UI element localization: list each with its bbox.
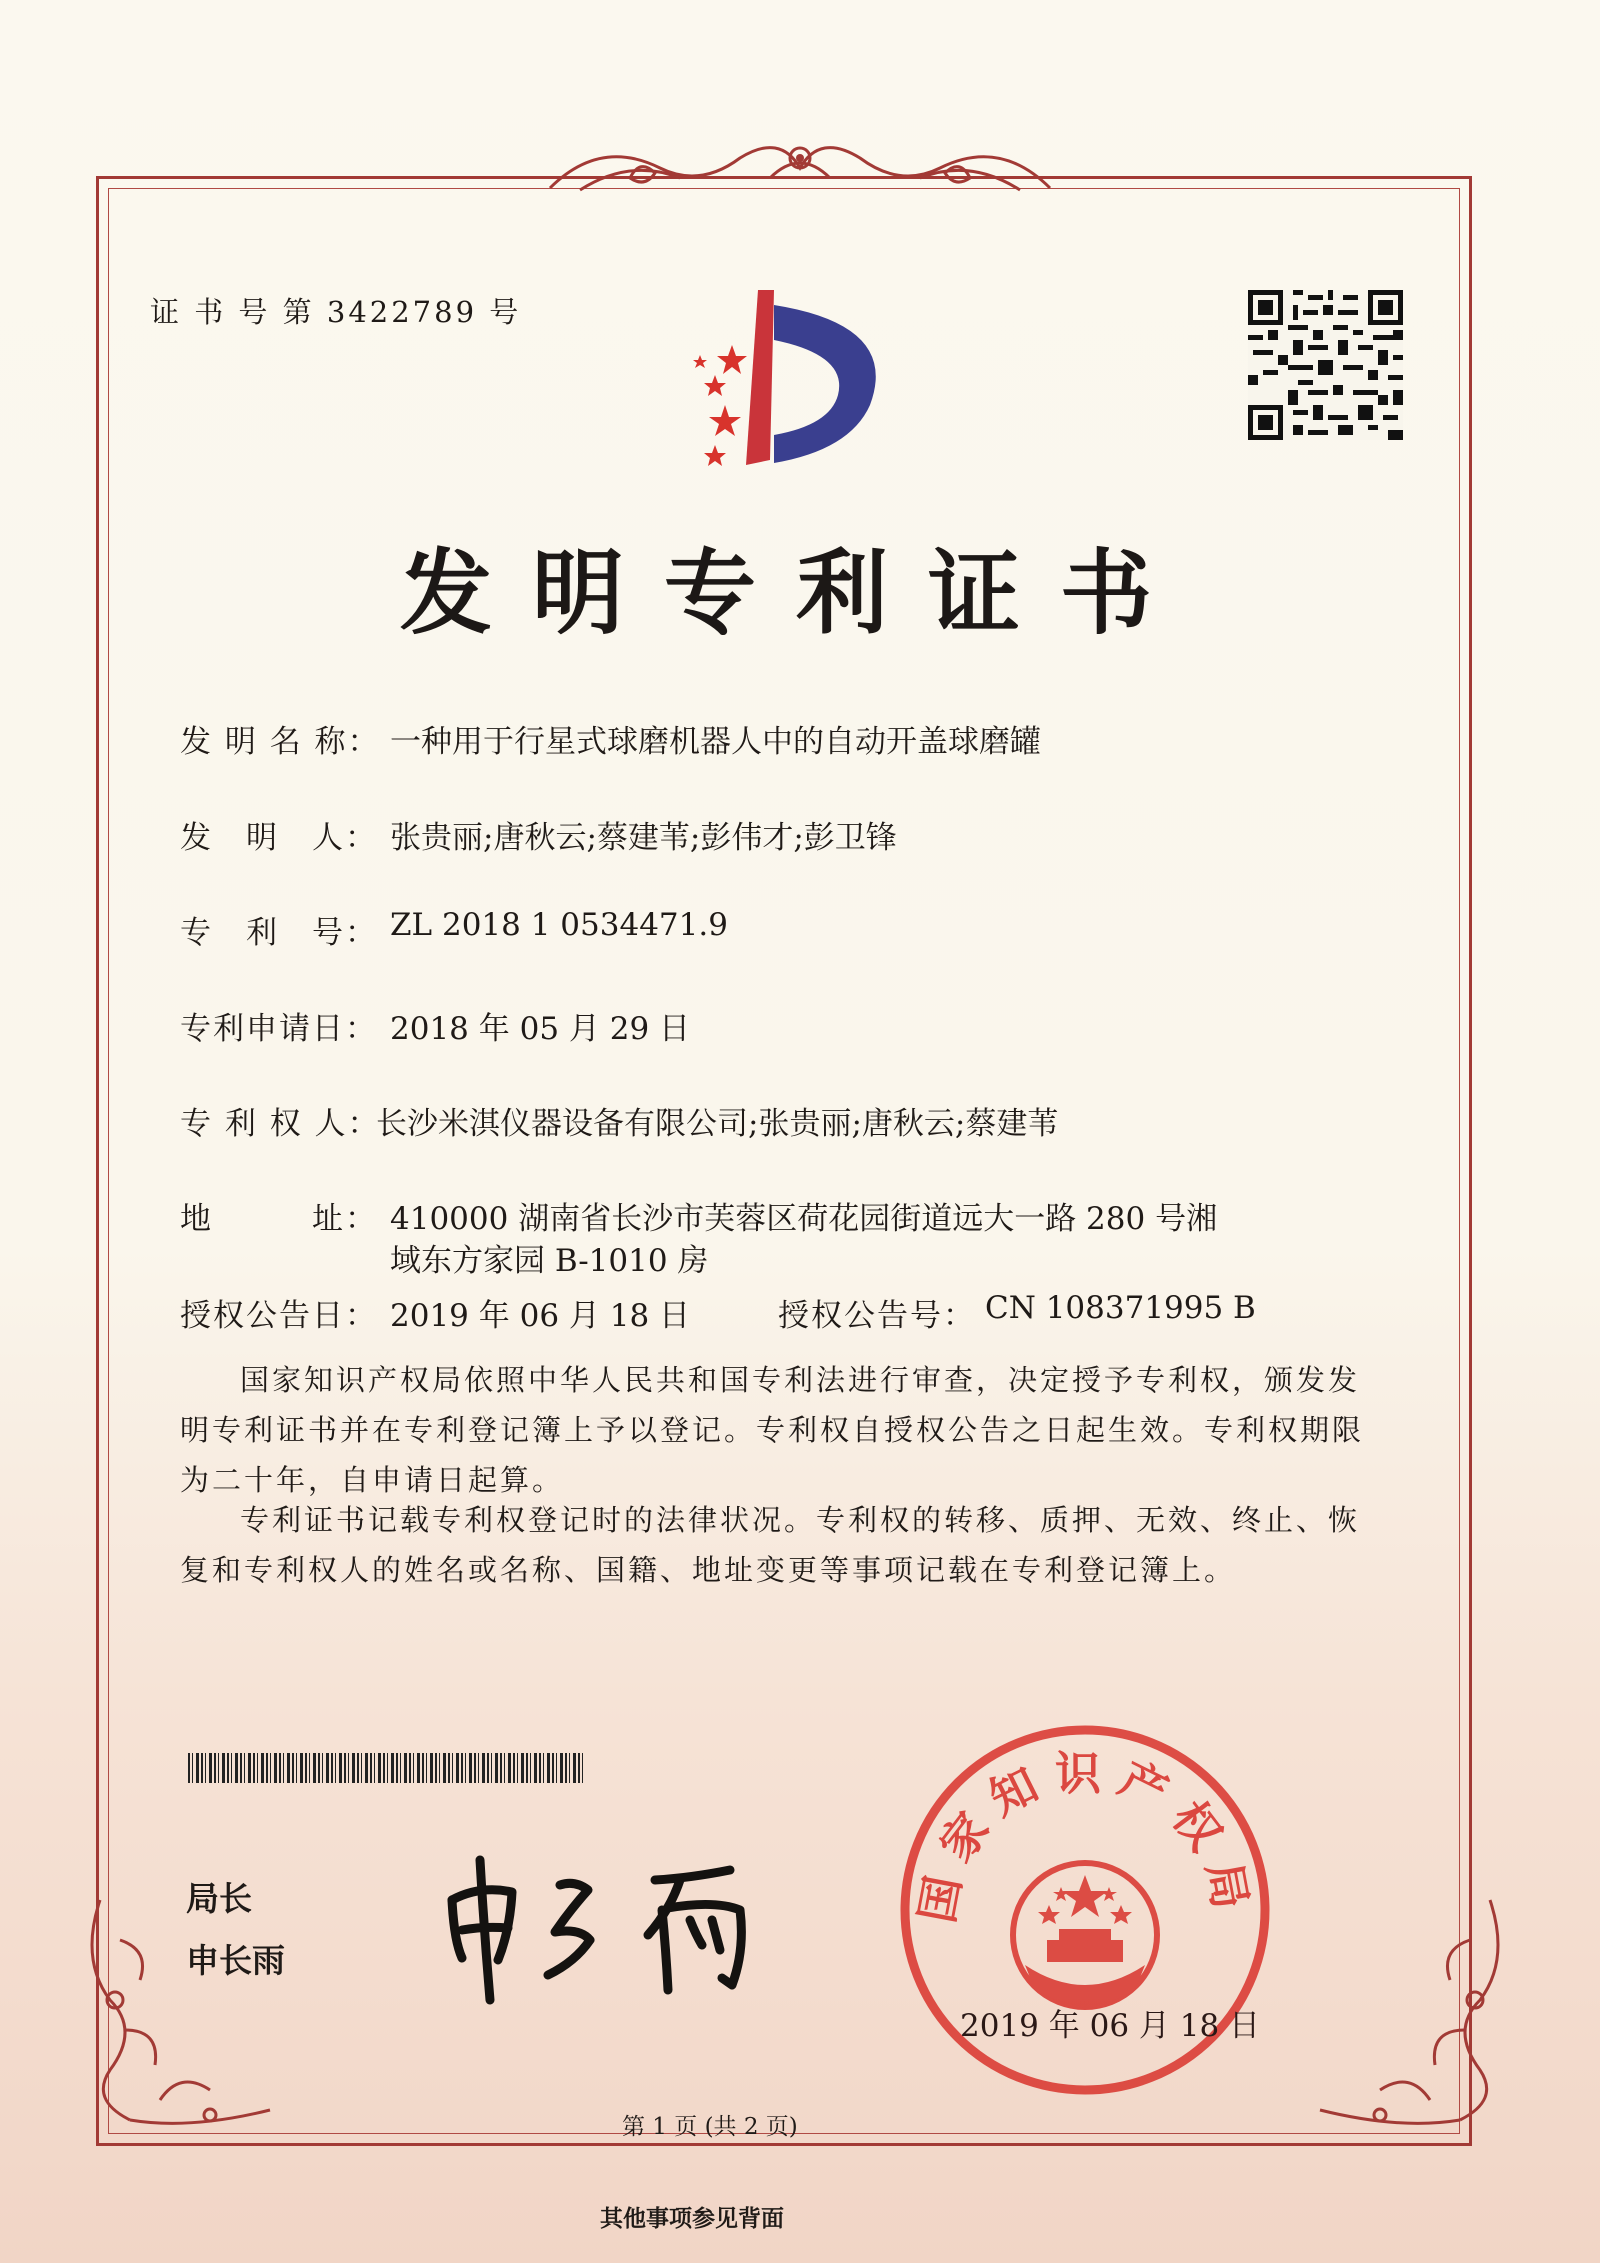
- address-value-line2: 域东方家园 B-1010 房: [390, 1243, 709, 1279]
- certificate-number-label: 证 书 号 第: [150, 295, 315, 329]
- filing-date-label: 专利申请日：: [180, 1011, 378, 1047]
- certificate-title: 发明专利证书: [400, 540, 1193, 647]
- patentee-value: 长沙米淇仪器设备有限公司;张贵丽;唐秋云;蔡建苇: [376, 1106, 1059, 1142]
- inventors-value: 张贵丽;唐秋云;蔡建苇;彭伟才;彭卫锋: [390, 820, 897, 856]
- patent-number-value: ZL 2018 1 0534471.9: [390, 907, 728, 943]
- invention-name-label: 发 明 名 称：: [180, 724, 381, 760]
- patent-number-label: 专 利 号：: [180, 915, 378, 951]
- bottom-right-ornament: [1300, 1880, 1520, 2140]
- invention-name-value: 一种用于行星式球磨机器人中的自动开盖球磨罐: [390, 724, 1041, 760]
- certificate-number-value: 3422789: [326, 295, 478, 329]
- grant-number-label: 授权公告号：: [778, 1298, 976, 1334]
- back-note: 其他事项参见背面: [600, 2205, 784, 2232]
- director-title: 局长: [186, 1879, 252, 1918]
- grant-number-value: CN 108371995 B: [985, 1290, 1256, 1326]
- certificate-number-suffix: 号: [489, 295, 522, 329]
- director-signature: [440, 1840, 800, 2010]
- director-name: 申长雨: [186, 1941, 285, 1980]
- top-ornament: [540, 128, 1060, 208]
- statement-paragraph-2: 专利证书记载专利权登记时的法律状况。专利权的转移、质押、无效、终止、恢复和专利权人的姓名或名称、国籍、地址变更等事项记载在专利登记簿上。: [180, 1503, 1361, 1587]
- grant-date-label: 授权公告日：: [180, 1298, 378, 1334]
- patentee-label: 专 利 权 人：: [180, 1106, 381, 1142]
- cnipa-logo-icon: [670, 285, 910, 475]
- certificate-number: [150, 290, 521, 331]
- inventors-label: 发 明 人：: [180, 820, 378, 856]
- seal-date: 2019 年 06 月 18 日: [960, 2008, 1261, 2044]
- address-label: 地 址：: [180, 1201, 378, 1237]
- grant-date-value: 2019 年 06 月 18 日: [390, 1298, 691, 1334]
- page-indicator: 第 1 页 (共 2 页): [622, 2114, 798, 2140]
- address-value-line1: 410000 湖南省长沙市芙蓉区荷花园街道远大一路 280 号湘: [390, 1201, 1218, 1237]
- filing-date-value: 2018 年 05 月 29 日: [390, 1011, 691, 1047]
- qr-code: [1248, 290, 1403, 440]
- bottom-left-ornament: [70, 1880, 290, 2140]
- statement-paragraph-1: 国家知识产权局依照中华人民共和国专利法进行审查，决定授予专利权，颁发发明专利证书并在专利登记簿上予以登记。专利权自授权公告之日起生效。专利权期限为二十年，自申请日起算。: [180, 1363, 1365, 1497]
- seal-text: 国家知识产权局: [909, 1746, 1261, 1927]
- barcode: [188, 1753, 586, 1783]
